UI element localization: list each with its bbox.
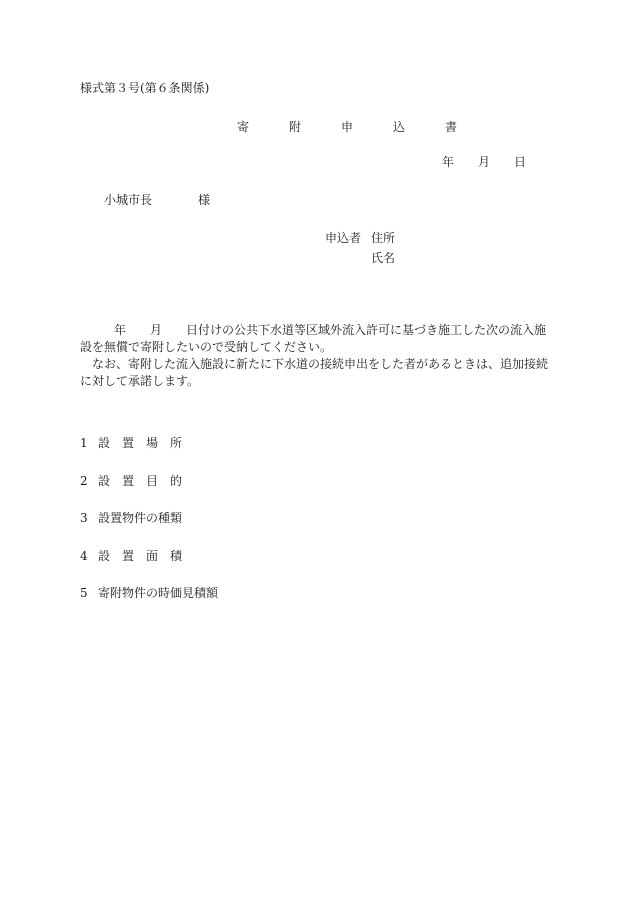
body-paragraph-2: なお、寄附した流入施設に新たに下水道の接続申出をした者があるときは、追加接続に対して承諾します。 [80, 357, 549, 388]
list-item [80, 436, 218, 474]
item-label: 設 置 目 的 [98, 473, 183, 488]
body-text [80, 322, 550, 390]
date-year: 年 [442, 155, 455, 169]
applicant-address-label: 住所 [371, 231, 396, 245]
item-list [80, 436, 218, 624]
item-number: 1 [80, 436, 88, 450]
item-label: 設置物件の種類 [98, 511, 183, 525]
applicant-name-label: 氏名 [371, 251, 396, 265]
addressee-honorific: 様 [198, 193, 211, 207]
item-number: 4 [80, 548, 88, 563]
addressee-name: 小城市長 [104, 193, 153, 207]
item-number: 3 [80, 511, 88, 525]
item-label: 設 置 面 積 [98, 548, 183, 563]
date-day: 日 [514, 155, 527, 169]
item-label: 設 置 場 所 [98, 436, 183, 450]
item-number: 2 [80, 473, 88, 488]
form-number: 様式第３号(第６条関係) [80, 81, 210, 95]
date-line [442, 155, 526, 169]
list-item [80, 474, 218, 512]
list-item [80, 511, 218, 549]
item-label: 寄附物件の時価見積額 [98, 586, 219, 600]
list-item [80, 586, 218, 624]
applicant-label: 申込者 [325, 231, 362, 245]
addressee [104, 193, 210, 207]
list-item [80, 549, 218, 587]
body-paragraph-1: 年 月 日付けの公共下水道等区域外流入許可に基づき施工した次の流入施設を無償で寄附したいので受納してください。 [80, 323, 547, 354]
date-month: 月 [478, 155, 491, 169]
document-title: 寄 附 申 込 書 [237, 120, 472, 134]
item-number: 5 [80, 586, 88, 600]
